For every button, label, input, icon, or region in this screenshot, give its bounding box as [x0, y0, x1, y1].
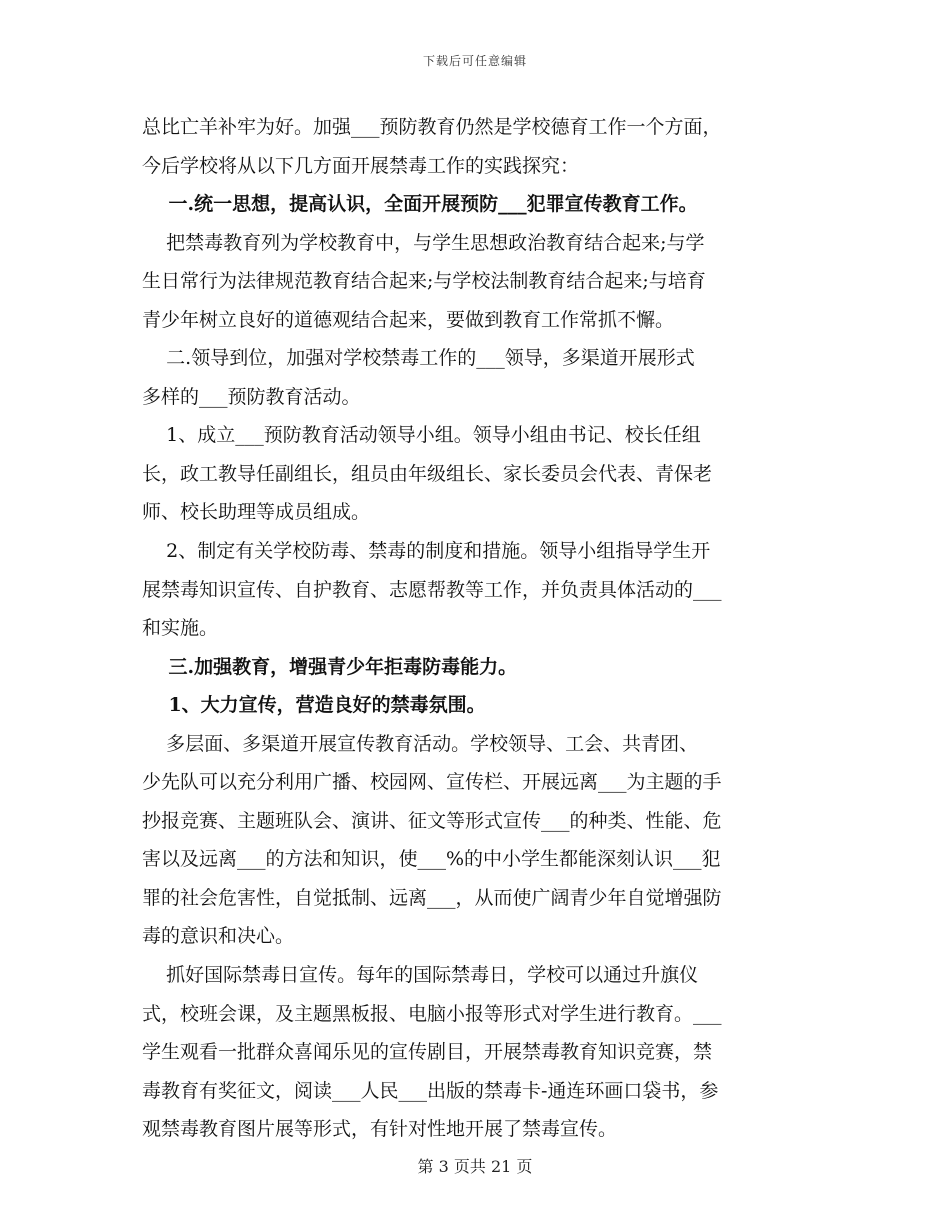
paragraph-line: 多层面、多渠道开展宣传教育活动。学校领导、工会、共青团、	[142, 732, 699, 755]
paragraph-line: 生日常行为法律规范教育结合起来;与学校法制教育结合起来;与培育	[142, 270, 706, 293]
paragraph-line: 师、校长助理等成员组成。	[142, 501, 371, 524]
page-header: 下载后可任意编辑	[422, 54, 527, 68]
paragraph-line: 和实施。	[142, 617, 219, 640]
paragraph-line: 总比亡羊补牢为好。加强___预防教育仍然是学校德育工作一个方面，	[142, 116, 722, 138]
paragraph-line: 青少年树立良好的道德观结合起来，要做到教育工作常抓不懈。	[142, 308, 675, 331]
paragraph-line: 少先队可以充分利用广播、校园网、宣传栏、开展远离___为主题的手	[142, 771, 722, 794]
paragraph-line: 学生观看一批群众喜闻乐见的宣传剧目，开展禁毒教育知识竞赛，禁	[142, 1041, 713, 1064]
paragraph-line: 把禁毒教育列为学校教育中，与学生思想政治教育结合起来;与学	[142, 231, 705, 254]
section-heading-line: 三.加强教育，增强青少年拒毒防毒能力。	[142, 655, 518, 678]
paragraph-line: 罪的社会危害性，自觉抵制、远离___，从而使广阔青少年自觉增强防	[142, 886, 722, 909]
paragraph-line: 毒的意识和决心。	[142, 925, 295, 948]
section-heading-line: 一.统一思想，提高认识，全面开展预防___犯罪宣传教育工作。	[142, 193, 698, 216]
paragraph-line: 多样的___预防教育活动。	[142, 385, 361, 408]
paragraph-line: 抓好国际禁毒日宣传。每年的国际禁毒日，学校可以通过升旗仪	[142, 964, 699, 987]
paragraph-line: 展禁毒知识宣传、自护教育、志愿帮教等工作，并负责具体活动的___	[142, 578, 722, 601]
paragraph-line: 观禁毒教育图片展等形式，有针对性地开展了禁毒宣传。	[142, 1118, 618, 1141]
paragraph-line: 长，政工教导任副组长，组员由年级组长、家长委员会代表、青保老	[142, 462, 713, 485]
section-heading-line: 1、大力宣传，营造良好的禁毒氛围。	[142, 694, 486, 717]
paragraph-line: 2、制定有关学校防毒、禁毒的制度和措施。领导小组指导学生开	[142, 540, 711, 563]
paragraph-line: 1、成立___预防教育活动领导小组。领导小组由书记、校长任组	[142, 424, 701, 447]
page-footer: 第 3 页共 21 页	[417, 1157, 533, 1176]
paragraph-line: 毒教育有奖征文，阅读___人民___出版的禁毒卡-通连环画口袋书，参	[142, 1079, 719, 1102]
paragraph-line: 今后学校将从以下几方面开展禁毒工作的实践探究：	[142, 154, 580, 177]
paragraph-line: 二.领导到位，加强对学校禁毒工作的___领导，多渠道开展形式	[142, 347, 695, 370]
document-body	[142, 108, 808, 1149]
paragraph-line: 害以及远离___的方法和知识，使___%的中小学生都能深刻认识___犯	[142, 848, 721, 871]
paragraph-line: 式，校班会课，及主题黑板报、电脑小报等形式对学生进行教育。___	[142, 1002, 722, 1025]
paragraph-line: 抄报竞赛、主题班队会、演讲、征文等形式宣传___的种类、性能、危	[142, 809, 722, 832]
